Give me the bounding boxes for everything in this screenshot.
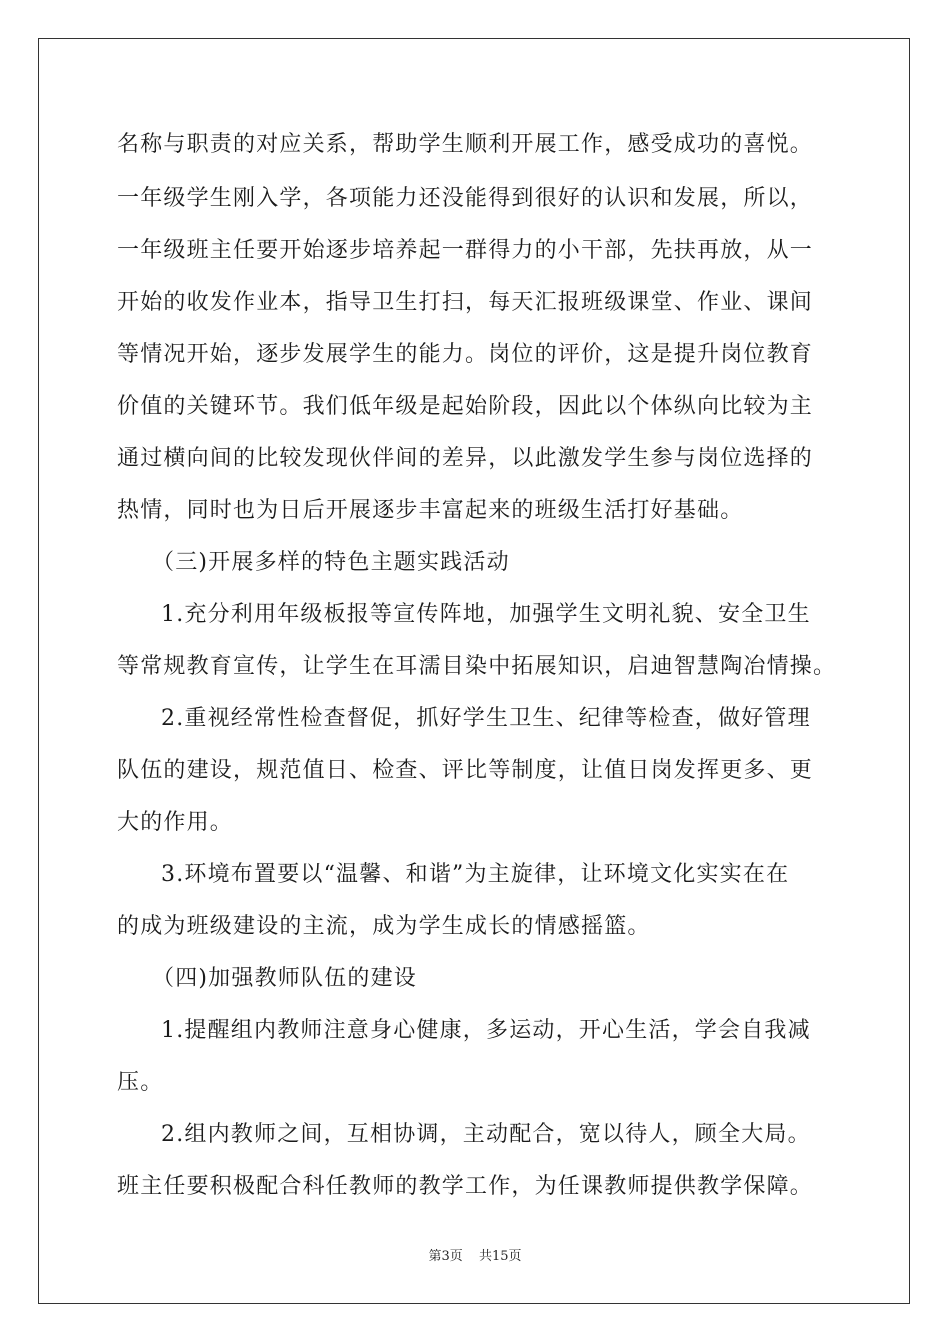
text-line: 队伍的建设，规范值日、检查、评比等制度，让值日岗发挥更多、更 <box>117 758 814 783</box>
page-footer <box>0 1245 950 1264</box>
text-line: 的成为班级建设的主流，成为学生成长的情感摇篮。 <box>117 914 651 939</box>
text-line: 压。 <box>117 1070 164 1095</box>
section-heading: （四)加强教师队伍的建设 <box>152 966 417 991</box>
text-line: 班主任要积极配合科任教师的教学工作，为任课教师提供教学保障。 <box>117 1174 814 1199</box>
list-item: 2.组内教师之间，互相协调，主动配合，宽以待人，顾全大局。 <box>161 1122 811 1147</box>
text-line: 开始的收发作业本，指导卫生打扫，每天汇报班级课堂、作业、课间 <box>117 290 814 315</box>
text-line: 等常规教育宣传，让学生在耳濡目染中拓展知识，启迪智慧陶冶情操。 <box>117 654 837 679</box>
text-line: 大的作用。 <box>117 810 234 835</box>
text-line: 一年级班主任要开始逐步培养起一群得力的小干部，先扶再放，从一 <box>117 238 814 263</box>
page-number: 第3页 <box>428 1249 463 1264</box>
list-item: 2.重视经常性检查督促，抓好学生卫生、纪律等检查，做好管理 <box>161 706 811 731</box>
text-line: 名称与职责的对应关系，帮助学生顺利开展工作，感受成功的喜悦。 <box>117 132 814 157</box>
list-item: 1.充分利用年级板报等宣传阵地，加强学生文明礼貌、安全卫生 <box>161 602 811 627</box>
list-item: 3.环境布置要以“温馨、和谐”为主旋律，让环境文化实实在在 <box>161 862 790 887</box>
text-line: 等情况开始，逐步发展学生的能力。岗位的评价，这是提升岗位教育 <box>117 342 814 367</box>
text-line: 价值的关键环节。我们低年级是起始阶段，因此以个体纵向比较为主 <box>117 394 814 419</box>
list-item: 1.提醒组内教师注意身心健康，多运动，开心生活，学会自我减 <box>161 1018 811 1043</box>
section-heading: （三)开展多样的特色主题实践活动 <box>152 550 510 575</box>
text-line: 一年级学生刚入学，各项能力还没能得到很好的认识和发展，所以， <box>117 186 814 211</box>
page-total: 共15页 <box>478 1249 522 1264</box>
text-line: 通过横向间的比较发现伙伴间的差异，以此激发学生参与岗位选择的 <box>117 446 814 471</box>
text-line: 热情，同时也为日后开展逐步丰富起来的班级生活打好基础。 <box>117 498 744 523</box>
